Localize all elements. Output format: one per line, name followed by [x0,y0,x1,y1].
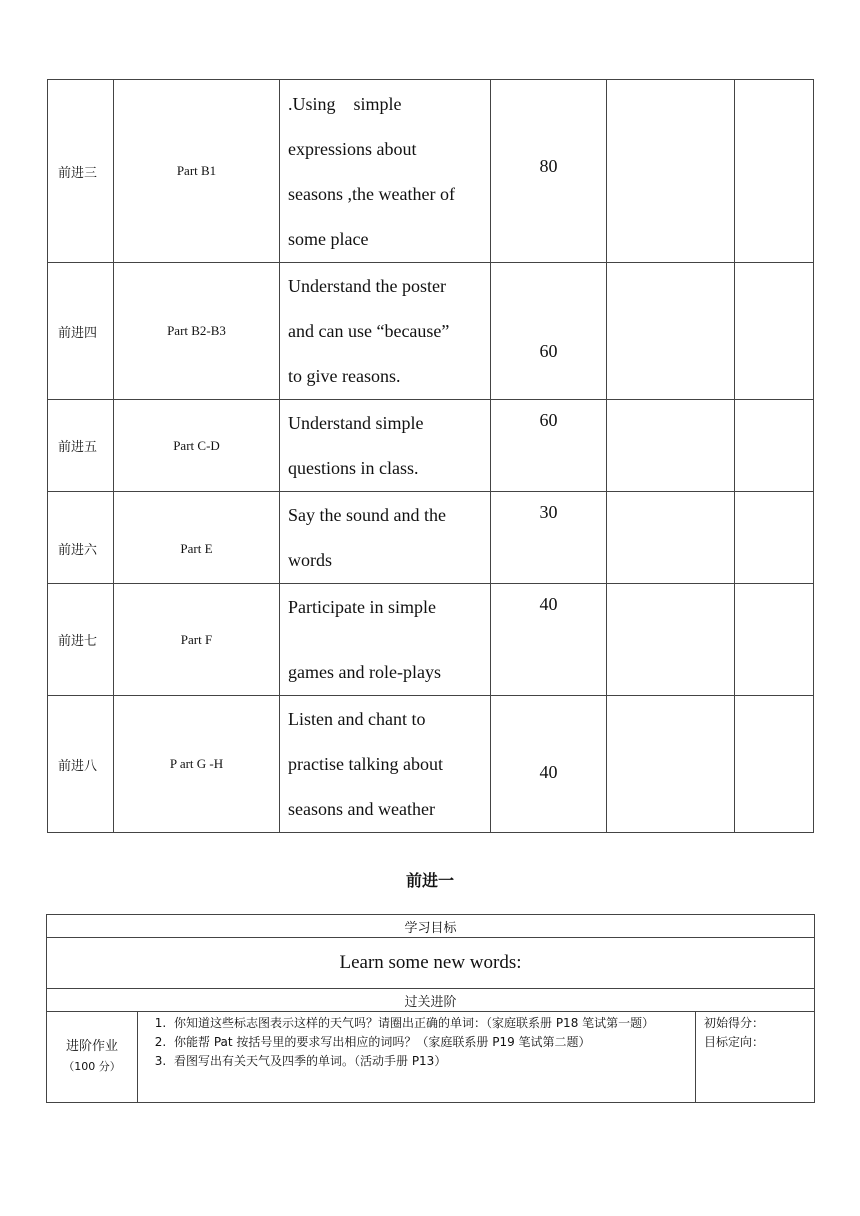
table-row [48,492,814,584]
goal-line: to give reasons. [288,366,401,386]
goal-cell [280,80,491,263]
empty-cell [735,584,814,696]
goal-line: seasons and weather [288,799,435,819]
score-cell: 40 [491,584,607,696]
stage-cell: 前进六 [48,492,114,584]
empty-cell [735,400,814,492]
goal-line: Understand simple [288,413,424,433]
empty-cell [607,263,735,400]
objective-header: 学习目标 [47,915,815,938]
goal-cell [280,492,491,584]
table-row [48,80,814,263]
progress-table [47,79,814,833]
goal-line: words [288,550,332,570]
table-row [47,938,815,989]
empty-cell [607,80,735,263]
empty-cell [607,696,735,833]
score-cell: 60 [491,263,607,400]
stage-cell: 前进八 [48,696,114,833]
score-cell: 60 [491,400,607,492]
goal-line: .Using simple [288,94,402,114]
empty-cell [607,492,735,584]
homework-label: 进阶作业 [65,1039,118,1054]
table-row [47,915,815,938]
objectives-table [46,914,815,1103]
list-item: 3. 看图写出有关天气及四季的单词。（活动手册 P13） [170,1052,691,1071]
score-cell: 30 [491,492,607,584]
goal-line: Say the sound and the [288,505,446,525]
goal-line: and can use “because” [288,321,450,341]
objective-text: Learn some new words: [47,938,815,989]
goal-line: questions in class. [288,458,419,478]
goal-cell [280,696,491,833]
score-target-cell [696,1012,815,1103]
part-cell: Part C-D [114,400,280,492]
table-row [48,400,814,492]
goal-line: seasons ,the weather of [288,184,455,204]
table-row [47,989,815,1012]
stage-cell: 前进三 [48,80,114,263]
part-cell: Part B2-B3 [114,263,280,400]
advance-header: 过关进阶 [47,989,815,1012]
section-heading: 前进一 [405,871,454,890]
part-cell: Part B1 [114,80,280,263]
stage-cell: 前进四 [48,263,114,400]
list-item: 2. 你能帮 Pat 按括号里的要求写出相应的词吗？（家庭联系册 P19 笔试第二题） [170,1033,691,1052]
empty-cell [607,584,735,696]
stage-cell: 前进七 [48,584,114,696]
goal-line: Participate in simple [288,597,436,617]
goal-cell [280,400,491,492]
stage-cell: 前进五 [48,400,114,492]
initial-score-label: 初始得分： [704,1016,765,1030]
goal-line: expressions about [288,139,417,159]
part-cell: Part F [114,584,280,696]
part-cell: P art G -H [114,696,280,833]
homework-tasks [138,1012,696,1103]
table-row [47,1012,815,1103]
goal-line: games and role-plays [288,662,441,682]
list-item: 1. 你知道这些标志图表示这样的天气吗？请圈出正确的单词：（家庭联系册 P18 笔试第一题） [170,1014,691,1033]
empty-cell [735,263,814,400]
goal-line: Listen and chant to [288,709,426,729]
goal-cell [280,263,491,400]
goal-line: some place [288,229,369,249]
score-cell: 40 [491,696,607,833]
empty-cell [607,400,735,492]
goal-line: Understand the poster [288,276,446,296]
homework-label-cell [47,1012,138,1103]
empty-cell [735,80,814,263]
table-row [48,584,814,696]
table-row [48,696,814,833]
goal-line: practise talking about [288,754,443,774]
score-cell: 80 [491,80,607,263]
part-cell: Part E [114,492,280,584]
goal-cell [280,584,491,696]
target-label: 目标定向： [704,1035,765,1049]
table-row [48,263,814,400]
empty-cell [735,696,814,833]
empty-cell [735,492,814,584]
homework-points: （100 分） [63,1060,121,1073]
